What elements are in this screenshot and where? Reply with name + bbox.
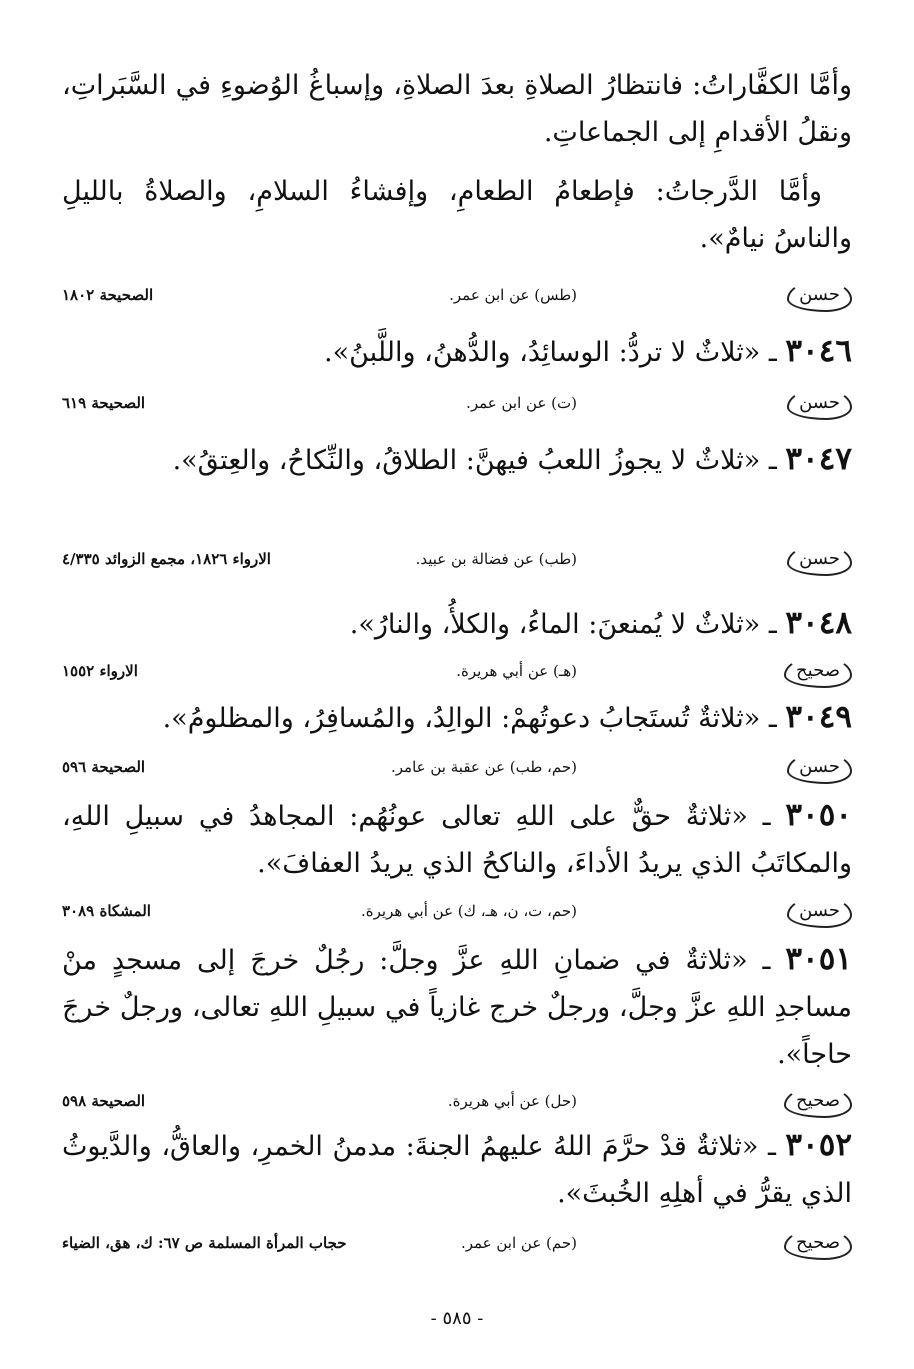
hadith-entry: ٣٠٤٩ ـ «ثلاثةٌ تُستَجابُ دعوتُهمْ: الوالِدُ، والمُسافِرُ، والمظلومُ». xyxy=(162,699,852,735)
page-number: - ٥٨٥ - xyxy=(430,1308,484,1329)
hadith-text: «ثلاثٌ لا يجوزُ اللعبُ فيهنَّ: الطلاقُ، والنِّكاحُ، والعِتقُ». xyxy=(172,445,761,476)
hadith-number: ٣٠٤٨ xyxy=(785,605,852,641)
source-line xyxy=(62,1086,852,1120)
hadith-text: «ثلاثةٌ حقٌّ على اللهِ تعالى عونُهُم: المجاهدُ في سبيلِ اللهِ، والمكاتَبُ الذي يريدُ الأداءَ، والناكحُ الذي يريدُ العفافَ». xyxy=(62,801,852,879)
grade-badge: صحيح xyxy=(784,1086,852,1118)
narrator: (هـ) عن أبي هريرة. xyxy=(456,662,577,680)
narrator: (حل) عن أبي هريرة. xyxy=(447,1092,577,1110)
reference: حجاب المرأة المسلمة ص ٦٧: ك، هق، الضياء xyxy=(62,1234,347,1252)
hadith-number: ٣٠٤٦ xyxy=(785,333,852,369)
hadith-entry: ٣٠٤٨ ـ «ثلاثٌ لا يُمنعنَ: الماءُ، والكلأُ، والنارُ». xyxy=(349,605,852,641)
narrator: (حم، طب) عن عقبة بن عامر. xyxy=(391,758,577,776)
grade-badge: حسن xyxy=(787,896,852,928)
intro-paragraph-1: وأمَّا الكفَّاراتُ: فانتظارُ الصلاةِ بعدَ الصلاةِ، وإسباغُ الوُضوءِ في السَّبَراتِ، ونقلُ الأقدامِ إلى الجماعاتِ. xyxy=(62,70,852,148)
hadith-number: ٣٠٥٠ xyxy=(785,797,852,833)
narrator: (حم، ت، ن، هـ، ك) عن أبي هريرة. xyxy=(361,902,577,920)
narrator: (حم) عن ابن عمر. xyxy=(460,1234,577,1252)
hadith-text: «ثلاثةٌ في ضمانِ اللهِ عزَّ وجلَّ: رجُلٌ خرجَ إلى مسجدٍ منْ مساجدِ اللهِ عزَّ وجلَّ، ورجلٌ خرج غازياً في سبيلِ اللهِ تعالى، ورجلٌ خرجَ حاجاً». xyxy=(62,945,852,1070)
source-line xyxy=(62,388,852,422)
grade-badge: حسن xyxy=(787,280,852,312)
source-line xyxy=(62,896,852,930)
grade-badge: صحيح xyxy=(784,656,852,688)
grade-badge: حسن xyxy=(787,544,852,576)
grade-badge: صحيح xyxy=(784,1228,852,1260)
reference: الارواء ١٨٢٦، مجمع الزوائد ٤/٣٣٥ xyxy=(62,550,271,568)
reference: المشكاة ٣٠٨٩ xyxy=(62,902,151,920)
source-line xyxy=(62,280,852,314)
hadith-text: «ثلاثةٌ تُستَجابُ دعوتُهمْ: الوالِدُ، والمُسافِرُ، والمظلومُ». xyxy=(162,703,761,734)
grade-badge: حسن xyxy=(787,752,852,784)
hadith-number: ٣٠٤٧ xyxy=(785,441,852,477)
hadith-text: «ثلاثةٌ قدْ حرَّمَ اللهُ عليهمُ الجنةَ: مدمنُ الخمرِ، والعاقُّ، والدَّيوثُ الذي يقرُّ في أهلِهِ الخُبثَ». xyxy=(62,1131,852,1209)
grade-badge: حسن xyxy=(787,388,852,420)
hadith-number: ٣٠٤٩ xyxy=(785,699,852,735)
reference: الصحيحة ٥٩٦ xyxy=(62,758,146,776)
hadith-text: «ثلاثٌ لا يُمنعنَ: الماءُ، والكلأُ، والنارُ». xyxy=(349,609,761,640)
source-line xyxy=(62,656,852,690)
narrator: (طس) عن ابن عمر. xyxy=(449,286,577,304)
hadith-entry: ٣٠٥١ ـ «ثلاثةٌ في ضمانِ اللهِ عزَّ وجلَّ: رجُلٌ خرجَ إلى مسجدٍ منْ مساجدِ اللهِ عزَّ وجلَّ، ورجلٌ خرج غازياً في سبيلِ اللهِ تعالى، ورجلٌ خرجَ حاجاً». xyxy=(62,941,852,1070)
reference: الصحيحة ١٨٠٢ xyxy=(62,286,154,304)
reference: الارواء ١٥٥٢ xyxy=(62,662,138,680)
source-line xyxy=(62,1228,852,1262)
reference: الصحيحة ٦١٩ xyxy=(62,394,146,412)
hadith-text: «ثلاثٌ لا تردُّ: الوسائِدُ، والدُّهنُ، واللَّبنُ». xyxy=(324,337,761,368)
hadith-number: ٣٠٥٢ xyxy=(785,1127,852,1163)
hadith-entry: ٣٠٥٠ ـ «ثلاثةٌ حقٌّ على اللهِ تعالى عونُهُم: المجاهدُ في سبيلِ اللهِ، والمكاتَبُ الذي يريدُ الأداءَ، والناكحُ الذي يريدُ العفافَ». xyxy=(62,797,852,879)
hadith-entry: ٣٠٤٧ ـ «ثلاثٌ لا يجوزُ اللعبُ فيهنَّ: الطلاقُ، والنِّكاحُ، والعِتقُ». xyxy=(172,441,852,477)
narrator: (طب) عن فضالة بن عبيد. xyxy=(415,550,577,568)
source-line xyxy=(62,752,852,786)
hadith-entry: ٣٠٤٦ ـ «ثلاثٌ لا تردُّ: الوسائِدُ، والدُّهنُ، واللَّبنُ». xyxy=(324,333,852,369)
reference: الصحيحة ٥٩٨ xyxy=(62,1092,146,1110)
narrator: (ت) عن ابن عمر. xyxy=(466,394,577,412)
hadith-entry: ٣٠٥٢ ـ «ثلاثةٌ قدْ حرَّمَ اللهُ عليهمُ الجنةَ: مدمنُ الخمرِ، والعاقُّ، والدَّيوثُ الذي يقرُّ في أهلِهِ الخُبثَ». xyxy=(62,1127,852,1209)
intro-paragraph-2: وأمَّا الدَّرجاتُ: فإطعامُ الطعامِ، وإفشاءُ السلامِ، والصلاةُ بالليلِ والناسُ نيامٌ». xyxy=(62,176,852,254)
hadith-number: ٣٠٥١ xyxy=(785,941,852,977)
source-line xyxy=(62,544,852,578)
